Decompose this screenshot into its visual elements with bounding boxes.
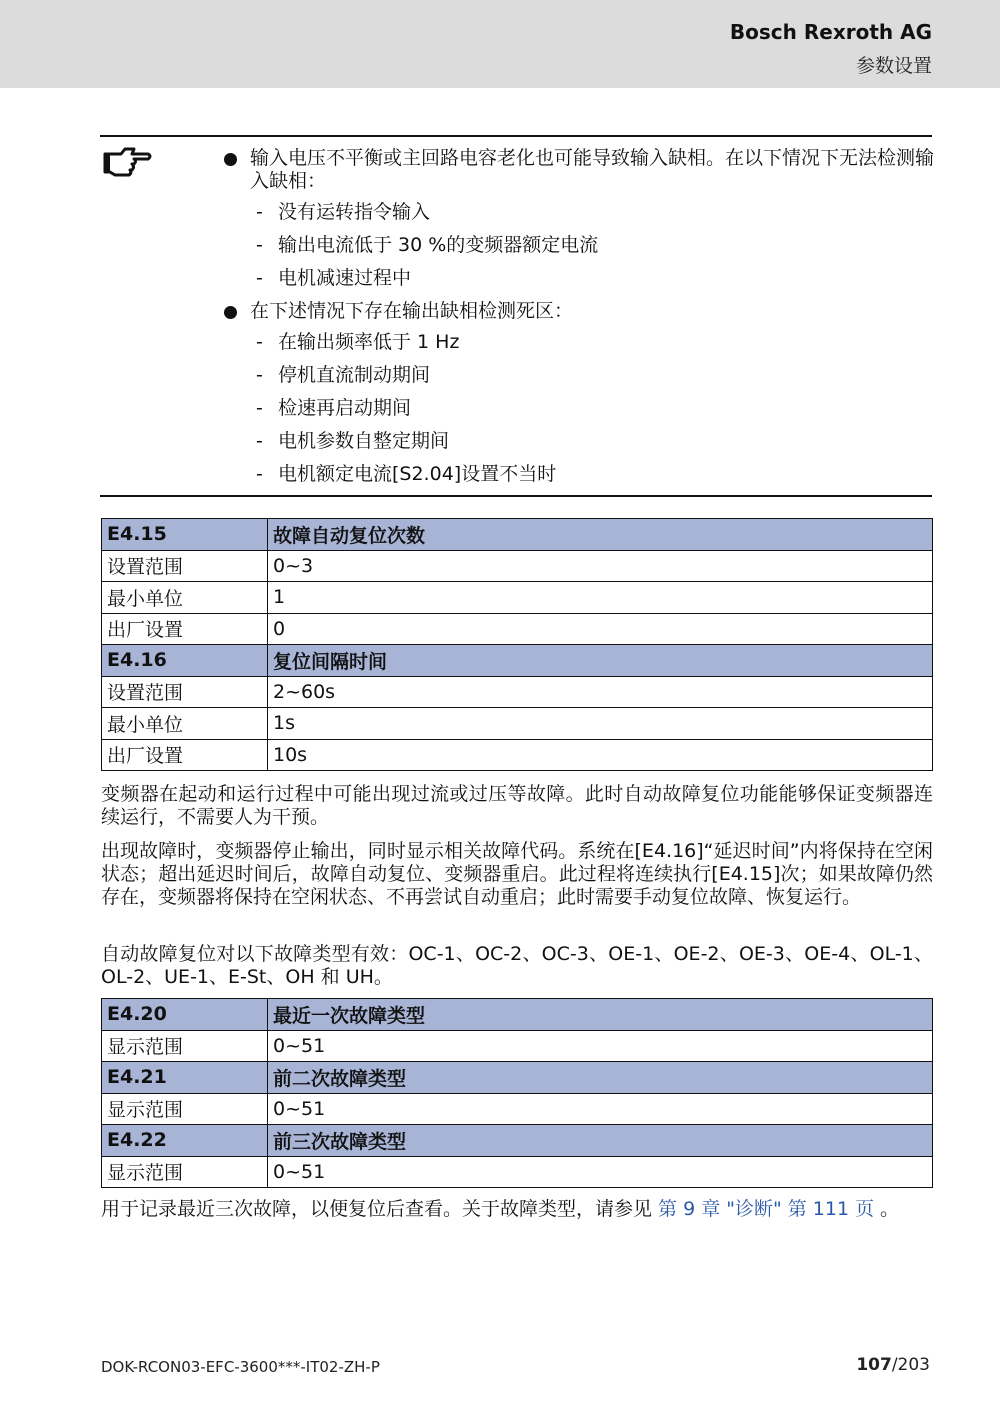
parameter-title: 故障自动复位次数 (268, 519, 933, 551)
table-row (102, 739, 933, 771)
row-label: 出厂设置 (102, 739, 268, 771)
row-label: 显示范围 (102, 1156, 268, 1188)
reference-text: 用于记录最近三次故障，以便复位后查看。关于故障类型，请参见 (101, 1198, 659, 1220)
row-value: 0 (268, 613, 933, 645)
page-header (0, 0, 1000, 88)
row-label: 显示范围 (102, 1030, 268, 1062)
bullet-item (224, 300, 934, 486)
sub-item (250, 463, 934, 486)
sub-item-text: 电机参数自整定期间 (278, 430, 450, 452)
table-row (102, 613, 933, 645)
sub-item (250, 267, 934, 290)
sub-item (250, 364, 934, 387)
parameter-code: E4.21 (102, 1062, 268, 1094)
table-row (102, 676, 933, 708)
row-value: 1s (268, 708, 933, 740)
row-label: 设置范围 (102, 676, 268, 708)
parameter-header-row (102, 645, 933, 677)
parameter-code: E4.20 (102, 999, 268, 1031)
parameter-title: 复位间隔时间 (268, 645, 933, 677)
dash-marker: - (256, 397, 263, 419)
sub-item-text: 没有运转指令输入 (278, 201, 431, 223)
parameter-header-row (102, 1062, 933, 1094)
page-total: /203 (891, 1355, 930, 1375)
sub-item-text: 停机直流制动期间 (278, 364, 431, 386)
row-value: 1 (268, 582, 933, 614)
parameter-title: 最近一次故障类型 (268, 999, 933, 1031)
parameter-title: 前三次故障类型 (268, 1125, 933, 1157)
dash-marker: - (256, 430, 263, 452)
row-label: 显示范围 (102, 1093, 268, 1125)
parameter-table-e415-e416 (101, 518, 933, 771)
reference-end: 。 (874, 1198, 900, 1220)
section-title: 参数设置 (855, 55, 932, 77)
row-label: 出厂设置 (102, 613, 268, 645)
company-name: Bosch Rexroth AG (729, 20, 932, 44)
parameter-table-e420-e422 (101, 998, 933, 1188)
sub-item (250, 234, 934, 257)
dash-marker: - (256, 463, 263, 485)
sub-item (250, 331, 934, 354)
parameter-header-row (102, 999, 933, 1031)
page-current: 107 (856, 1355, 892, 1375)
sub-item-text: 电机减速过程中 (278, 267, 412, 289)
parameter-code: E4.22 (102, 1125, 268, 1157)
table-row (102, 1030, 933, 1062)
table-row (102, 1093, 933, 1125)
parameter-header-row (102, 1125, 933, 1157)
parameter-title: 前二次故障类型 (268, 1062, 933, 1094)
sub-item-text: 在输出频率低于 1 Hz (278, 331, 460, 353)
dash-marker: - (256, 364, 263, 386)
paragraph: 变频器在起动和运行过程中可能出现过流或过压等故障。此时自动故障复位功能能够保证变频器连续运行，不需要人为干预。 (101, 783, 933, 828)
row-value: 0~51 (268, 1093, 933, 1125)
sub-item (250, 201, 934, 224)
page-number (856, 1355, 930, 1375)
dash-marker: - (256, 201, 263, 223)
row-value: 0~3 (268, 550, 933, 582)
bullet-text: 在下述情况下存在输出缺相检测死区： (250, 300, 574, 322)
sub-item (250, 430, 934, 453)
table-row (102, 582, 933, 614)
table-row (102, 550, 933, 582)
parameter-code: E4.16 (102, 645, 268, 677)
table-row (102, 1156, 933, 1188)
row-value: 2~60s (268, 676, 933, 708)
parameter-code: E4.15 (102, 519, 268, 551)
row-label: 最小单位 (102, 582, 268, 614)
document-id: DOK-RCON03-EFC-3600***-IT02-ZH-P (101, 1358, 380, 1376)
row-value: 0~51 (268, 1156, 933, 1188)
dash-marker: - (256, 331, 263, 353)
dash-marker: - (256, 267, 263, 289)
parameter-header-row (102, 519, 933, 551)
bullet-dot (224, 153, 237, 166)
bullet-text: 输入电压不平衡或主回路电容老化也可能导致输入缺相。在以下情况下无法检测输入缺相： (250, 147, 935, 192)
paragraph: 自动故障复位对以下故障类型有效：OC-1、OC-2、OC-3、OE-1、OE-2、OE-3、OE-4、OL-1、OL-2、UE-1、E-St、OH 和 UH。 (101, 943, 933, 988)
paragraph (101, 1198, 933, 1221)
row-label: 设置范围 (102, 550, 268, 582)
sub-item (250, 397, 934, 420)
row-value: 10s (268, 739, 933, 771)
sub-item-text: 检速再启动期间 (278, 397, 412, 419)
note-box (100, 135, 935, 497)
sub-item-text: 输出电流低于 30 %的变频器额定电流 (278, 234, 599, 256)
paragraph: 出现故障时，变频器停止输出，同时显示相关故障代码。系统在[E4.16]“延迟时间”内将保持在空闲状态；超出延迟时间后，故障自动复位、变频器重启。此过程将连续执行[E4.15]次；如果故障仍然存在，变频器将保持在空闲状态、不再尝试自动重启；此时需要手动复位故障、恢复运行。 (101, 840, 933, 908)
chapter-link[interactable]: 第 9 章 "诊断" 第 111 页 (658, 1198, 875, 1220)
sub-item-text: 电机额定电流[S2.04]设置不当时 (278, 463, 557, 485)
row-value: 0~51 (268, 1030, 933, 1062)
row-label: 最小单位 (102, 708, 268, 740)
bullet-dot (224, 306, 237, 319)
dash-marker: - (256, 234, 263, 256)
table-row (102, 708, 933, 740)
pointing-hand-icon (102, 145, 154, 179)
bullet-item (224, 147, 934, 290)
